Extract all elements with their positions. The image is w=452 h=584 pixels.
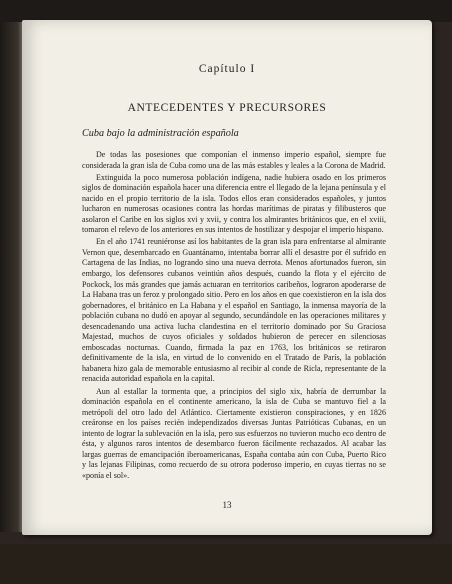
page-number: 13 xyxy=(222,500,232,510)
section-title: ANTECEDENTES Y PRECURSORES xyxy=(127,102,327,114)
paragraph-4: Aun al estallar la tormenta que, a principios del siglo xix, habría de derrumbar la dominación española en el continente americano, la isla de Cuba se mantuvo fiel a la metrópoli del otro lado del Atlántico. Ciertamente existieron conspiraciones, y en 1826 creáronse en los países recién independizados diversas Juntas Patrióticas Cubanas, en un intento de lograr la sublevación en la isla, pero sus esfuerzos no tuvieron mucho eco dentro de ésta, y algunos raros intentos de desembarco fueron fácilmente rechazados. Al acabar las largas guerras de emancipación iberoamericanas, España contaba aún con Cuba, Puerto Rico y las lejanas Filipinas, como recuerdo de su otrora poderoso imperio, en cuyas tierras no se «ponía el sol». xyxy=(82,386,386,480)
background-top xyxy=(0,0,452,22)
book-page xyxy=(22,20,432,535)
paragraph-1: De todas las posesiones que componían el inmenso imperio español, siempre fue considerada la gran isla de Cuba como una de las más estables y leales a la Corona de Madrid. xyxy=(82,150,386,170)
paragraph-2: Extinguida la poco numerosa población indígena, nadie hubiera osado en los primeros siglos de dominación española hacer una diferencia entre el llegado de la lejana península y el nacido en el propio territorio de la isla. Todos ellos eran considerados españoles, y juntos lucharon en numerosas ocasiones contra las hordas marítimas de piratas y filibusteros que asolaron el Caribe en los siglos xvi y xvii, y contra los almirantes británicos que, en el xviii, tomaron el relevo de los anteriores en sus intentos de hostilizar y despojar el imperio hispano. xyxy=(82,172,386,235)
subsection-heading: Cuba bajo la administración española xyxy=(82,128,239,139)
paragraph-3: En el año 1741 reuniéronse así los habitantes de la gran isla para enfrentarse al almirante Vernon que, desembarcado en Guantánamo, intentaba borrar allí el desastre por él sufrido en Cartagena de las Indias, no logrando sino una nueva derrota. Menos afortunados fueron, sin embargo, los defensores cubanos veintiún años después, cuando la flota y el ejército de Pockock, los más grandes que jamás actuaran en territorios caribeños, lograron apoderarse de La Habana tras un feroz y prolongado sitio. Pero en los años en que coexistieron en la isla dos gobernadores, el británico en La Habana y el español en Santiago, la inmensa mayoría de la población cubana no dudó en apoyar al segundo, secundándole en las operaciones militares y desencadenando una activa lucha clandestina en el territorio dominado por Su Graciosa Majestad, muchos de cuyos oficiales y soldados hubieron de perecer en silenciosas emboscadas nocturnas. Cuando, firmada la paz en 1763, los británicos se retiraron definitivamente de la isla, en virtud de lo convenido en el Tratado de París, la población habanera hizo gala de memorable entusiasmo al recibir al conde de Ricla, representante de la renacida autoridad española en la capital. xyxy=(82,237,386,384)
background-bottom xyxy=(0,544,452,584)
body-text xyxy=(82,150,386,483)
chapter-heading: Capítulo I xyxy=(198,63,256,75)
